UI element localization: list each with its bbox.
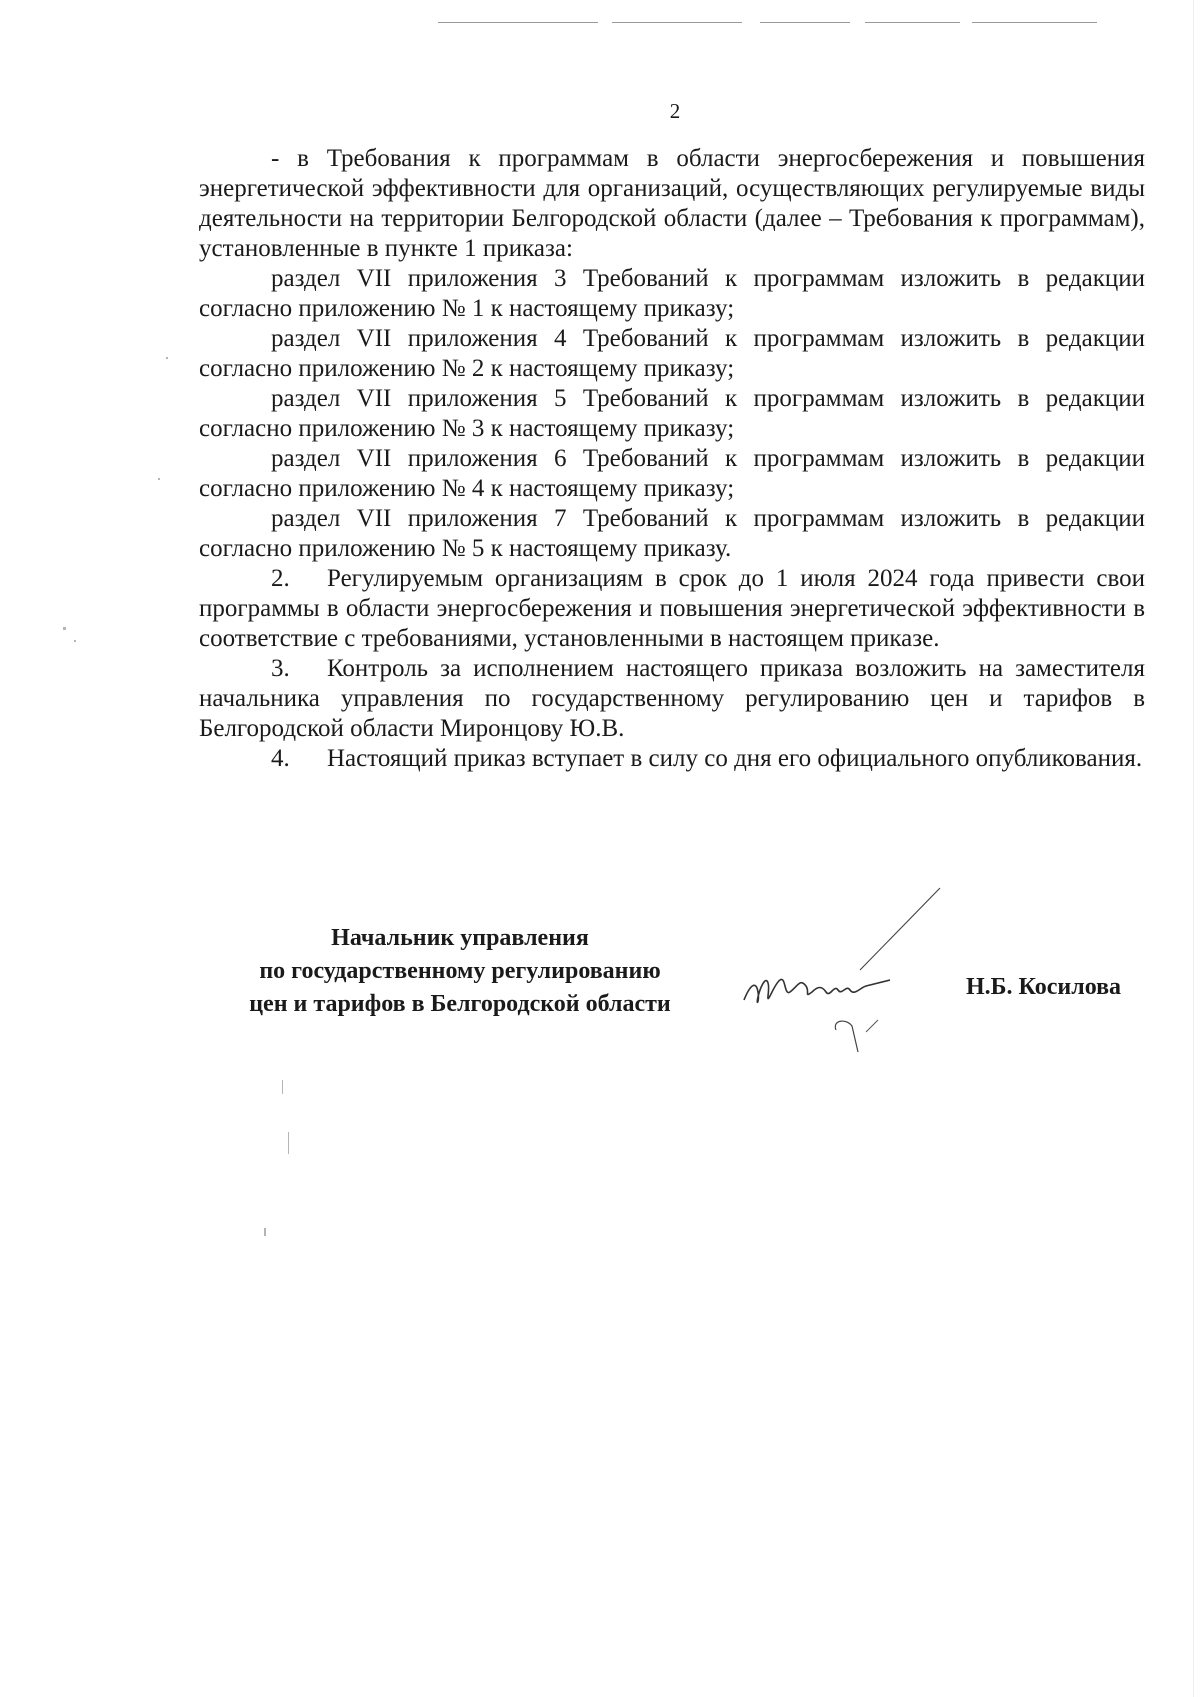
scan-speck (288, 1132, 289, 1154)
intro-paragraph: - в Требования к программам в области энергосбережения и повышения энергетической эффективности для организаций, осуществляющих регулируемые виды деятельности на территории Белгородской области (далее – Требования к программам), установленные в пункте 1 приказа: (199, 145, 1145, 262)
scan-edge-line (438, 22, 598, 23)
scan-speck (63, 627, 66, 630)
clause-text: Регулируемым организациям в срок до 1 июля 2024 года привести свои программы в области энергосбережения и повышения энергетической эффективности в соответствие с требованиями, установленными в настоящем приказе. (199, 565, 1145, 652)
scan-edge-line (972, 22, 1097, 23)
amendment-item: раздел VII приложения 3 Требований к программам изложить в редакции согласно приложению № 1 к настоящему приказу; (199, 265, 1145, 322)
scan-edge-line (612, 22, 742, 23)
scan-edge-line (865, 22, 960, 23)
clause-text: Контроль за исполнением настоящего приказа возложить на заместителя начальника управления по государственному регулированию цен и тарифов в Белгородской области Миронцову Ю.В. (199, 655, 1145, 742)
signatory-title-line: по государственному регулированию (259, 958, 661, 984)
numbered-clause (199, 564, 1145, 654)
scan-speck (74, 640, 76, 642)
signatory-title-line: цен и тарифов в Белгородской области (249, 991, 671, 1017)
signer-name: Н.Б. Косилова (966, 974, 1122, 1000)
handwritten-signature (740, 880, 960, 1060)
signatory-title-line: Начальник управления (331, 925, 589, 951)
document-body (199, 144, 1145, 774)
clause-number: 4. (271, 745, 290, 772)
scan-speck (158, 478, 160, 480)
signatory-title (230, 922, 690, 1021)
amendment-item: раздел VII приложения 4 Требований к программам изложить в редакции согласно приложению № 2 к настоящему приказу; (199, 325, 1145, 382)
numbered-clause (199, 654, 1145, 744)
scan-right-edge (1193, 0, 1194, 1697)
page-number: 2 (669, 99, 681, 123)
scan-speck (282, 1080, 283, 1094)
numbered-clause (199, 744, 1145, 774)
clause-text: Настоящий приказ вступает в силу со дня его официального опубликования. (327, 745, 1143, 772)
scan-edge-line (760, 22, 850, 23)
clause-number: 2. (271, 565, 290, 592)
clause-number: 3. (271, 655, 290, 682)
amendment-item: раздел VII приложения 7 Требований к программам изложить в редакции согласно приложению № 5 к настоящему приказу. (199, 505, 1145, 562)
amendment-item: раздел VII приложения 5 Требований к программам изложить в редакции согласно приложению № 3 к настоящему приказу; (199, 385, 1145, 442)
scan-speck (264, 1228, 266, 1236)
amendment-item: раздел VII приложения 6 Требований к программам изложить в редакции согласно приложению № 4 к настоящему приказу; (199, 445, 1145, 502)
scan-speck (166, 357, 168, 359)
